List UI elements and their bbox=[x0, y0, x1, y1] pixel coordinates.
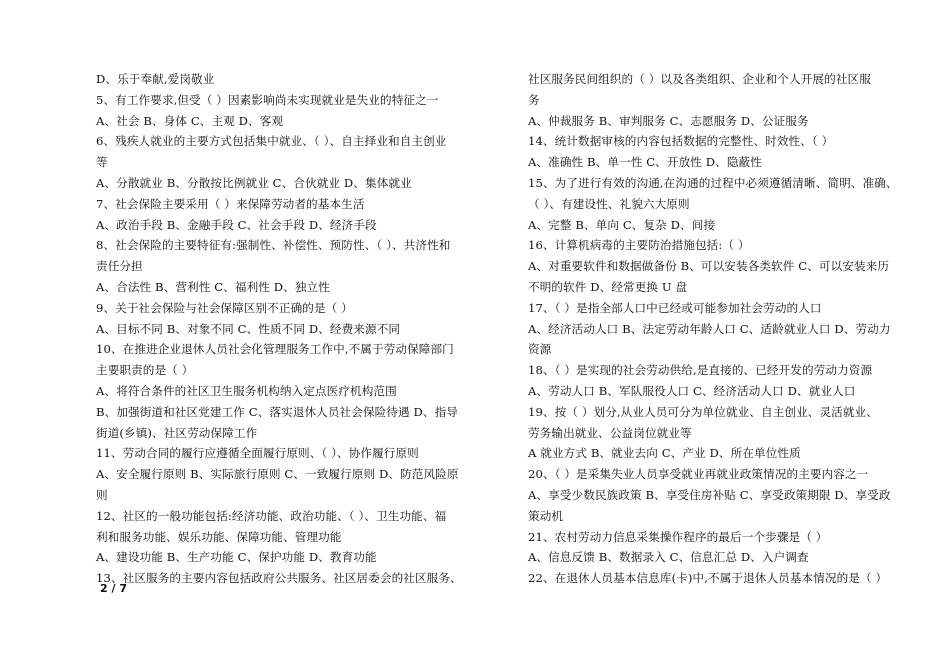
left-column-line: A、社会 B、身体 C、主观 D、客观 bbox=[96, 113, 284, 128]
right-column-line: A、准确性 B、单一性 C、开放性 D、隐蔽性 bbox=[528, 155, 762, 170]
right-column-line: A、享受少数民族政策 B、享受住房补贴 C、享受政策期限 D、享受政 bbox=[528, 487, 891, 502]
right-column-line: 15、为了进行有效的沟通,在沟通的过程中必须遵循清晰、简明、准确、 bbox=[528, 175, 898, 190]
left-column-line: 11、劳动合同的履行应遵循全面履行原则、（ ）、协作履行原则 bbox=[96, 446, 419, 461]
left-column-line: 责任分担 bbox=[96, 259, 143, 274]
left-column-line: 等 bbox=[96, 155, 108, 170]
right-column-line: A、对重要软件和数据做备份 B、可以安装各类软件 C、可以安装来历 bbox=[528, 259, 890, 274]
left-column-line: 8、社会保险的主要特征有:强制性、补偿性、预防性、（ ）、共济性和 bbox=[96, 238, 451, 253]
right-column-line: 14、统计数据审核的内容包括数据的完整性、时效性、（ ） bbox=[528, 134, 834, 149]
right-column-line: A、劳动人口 B、军队服役人口 C、经济活动人口 D、就业人口 bbox=[528, 383, 856, 398]
right-column-line: 18、（ ）是实现的社会劳动供给,是直接的、已经开发的劳动力资源 bbox=[528, 363, 873, 378]
left-column-line: D、乐于奉献,爱岗敬业 bbox=[96, 72, 215, 86]
left-column-line: A、将符合条件的社区卫生服务机构纳入定点医疗机构范围 bbox=[96, 383, 397, 398]
left-column-line: 10、在推进企业退休人员社会化管理服务工作中,不属于劳动保障部门 bbox=[96, 342, 454, 357]
left-column-line: 12、社区的一般功能包括:经济功能、政治功能、（ ）、卫生功能、福 bbox=[96, 508, 447, 523]
right-column-line: 不明的软件 D、经常更换 U 盘 bbox=[528, 279, 688, 294]
right-column bbox=[528, 69, 898, 589]
right-column-line: 资源 bbox=[528, 342, 552, 357]
right-column-line: 22、在退休人员基本信息库(卡)中,不属于退休人员基本情况的是（ ） bbox=[528, 571, 888, 586]
left-column-line: A、安全履行原则 B、实际旅行原则 C、一致履行原则 D、防范风险原 bbox=[96, 467, 459, 482]
right-column-line: 策动机 bbox=[528, 508, 564, 523]
left-column-line: 13、社区服务的主要内容包括政府公共服务、社区居委会的社区服务、 bbox=[96, 571, 462, 586]
left-column-line: A、政治手段 B、金融手段 C、社会手段 D、经济手段 bbox=[96, 217, 377, 232]
right-column-line: 21、农村劳动力信息采集操作程序的最后一个步骤是（ ） bbox=[528, 529, 828, 544]
right-column-line: 务 bbox=[528, 92, 540, 107]
right-column-line: A、完整 B、单向 C、复杂 D、间接 bbox=[528, 217, 716, 232]
right-column-line: A、仲裁服务 B、审判服务 C、志愿服务 D、公证服务 bbox=[528, 113, 809, 128]
right-column-line: （ ）、有建设性、礼貌六大原则 bbox=[528, 196, 690, 211]
right-column-line: A、信息反馈 B、数据录入 C、信息汇总 D、入户调查 bbox=[528, 550, 809, 565]
page-number: 2 / 7 bbox=[100, 582, 127, 595]
left-column-line: 街道(乡镇)、社区劳动保障工作 bbox=[96, 425, 258, 440]
right-column-line: 17、（ ）是指全部人口中已经或可能参加社会劳动的人口 bbox=[528, 300, 822, 315]
left-column-line: 5、有工作要求,但受（ ）因素影响尚未实现就业是失业的特征之一 bbox=[96, 92, 439, 107]
left-column bbox=[96, 69, 466, 589]
right-column-line: 劳务输出就业、公益岗位就业等 bbox=[528, 425, 692, 440]
left-column-line: A、分散就业 B、分散按比例就业 C、合伙就业 D、集体就业 bbox=[96, 175, 412, 190]
left-column-line: 主要职责的是（ ） bbox=[96, 363, 194, 378]
left-column-line: 利和服务功能、娱乐功能、保障功能、管理功能 bbox=[96, 529, 342, 544]
left-column-line: 9、关于社会保险与社会保障区别不正确的是（ ） bbox=[96, 300, 353, 315]
left-column-line: A、建设功能 B、生产功能 C、保护功能 D、教育功能 bbox=[96, 550, 377, 565]
left-column-line: A、合法性 B、营利性 C、福利性 D、独立性 bbox=[96, 279, 330, 294]
right-column-line: A 就业方式 B、就业去向 C、产业 D、所在单位性质 bbox=[528, 446, 801, 461]
right-column-line: 19、按（ ）划分,从业人员可分为单位就业、自主创业、灵活就业、 bbox=[528, 404, 878, 419]
left-column-line: 则 bbox=[96, 487, 108, 502]
right-column-line: 16、计算机病毒的主要防治措施包括:（ ） bbox=[528, 238, 750, 253]
left-column-line: B、加强街道和社区党建工作 C、落实退休人员社会保险待遇 D、指导 bbox=[96, 404, 458, 419]
right-column-line: 20、（ ）是采集失业人员享受就业再就业政策情况的主要内容之一 bbox=[528, 467, 869, 482]
right-column-line: 社区服务民间组织的（ ）以及各类组织、企业和个人开展的社区服 bbox=[528, 72, 871, 86]
right-column-line: A、经济活动人口 B、法定劳动年龄人口 C、适龄就业人口 D、劳动力 bbox=[528, 321, 891, 336]
left-column-line: 6、残疾人就业的主要方式包括集中就业、（ ）、自主择业和自主创业 bbox=[96, 134, 447, 149]
left-column-line: 7、社会保险主要采用（ ）来保障劳动者的基本生活 bbox=[96, 196, 365, 211]
left-column-line: A、目标不同 B、对象不同 C、性质不同 D、经费来源不同 bbox=[96, 321, 401, 336]
